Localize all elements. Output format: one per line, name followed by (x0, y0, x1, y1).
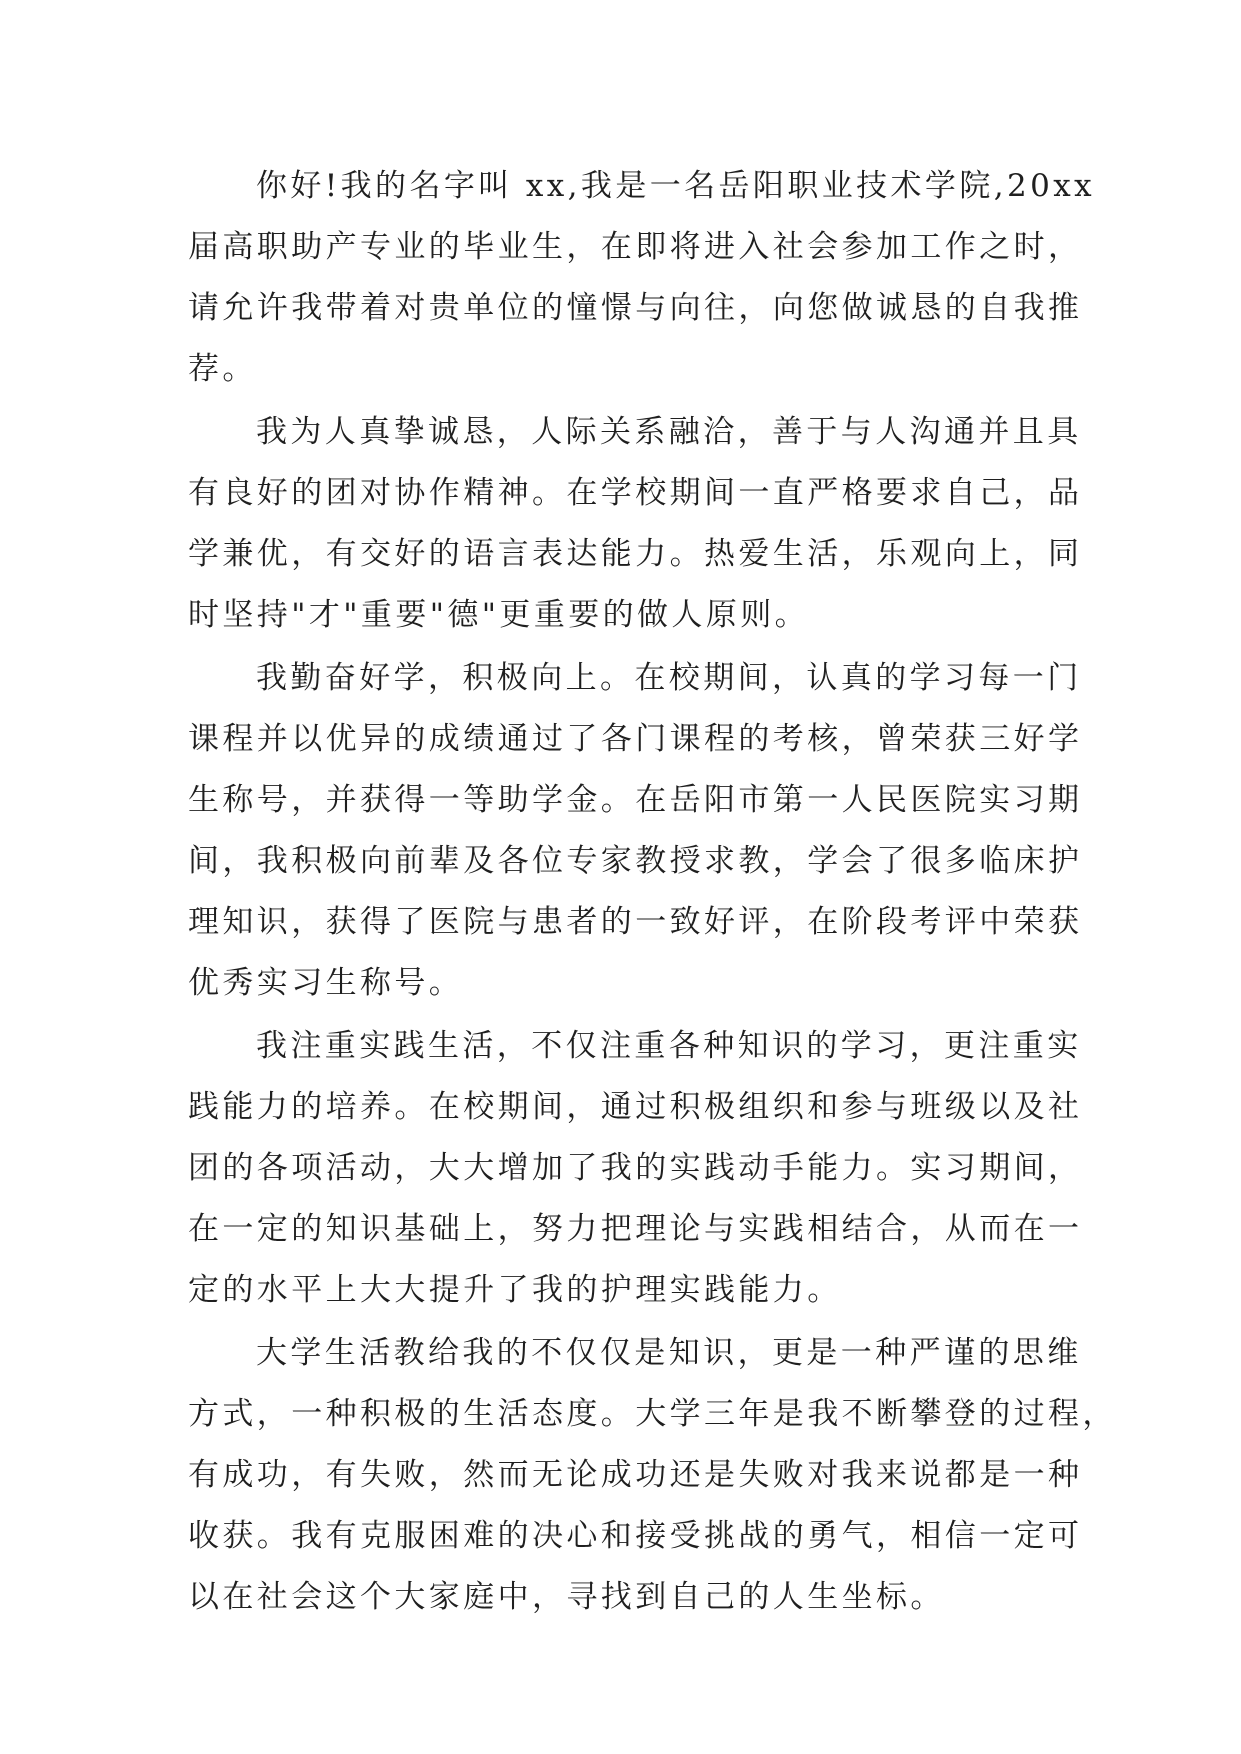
text-line: 理知识，获得了医院与患者的一致好评，在阶段考评中荣获 (188, 904, 1083, 940)
text-line: 学兼优，有交好的语言表达能力。热爱生活，乐观向上，同 (188, 536, 1083, 572)
text-line: 荐。 (188, 351, 257, 387)
text-line: 我为人真挚诚恳，人际关系融洽，善于与人沟通并且具 (256, 414, 1082, 450)
text-line: 优秀实习生称号。 (188, 965, 464, 1001)
text-line: 大学生活教给我的不仅仅是知识，更是一种严谨的思维 (256, 1335, 1082, 1371)
text-line: 课程并以优异的成绩通过了各门课程的考核，曾荣获三好学 (188, 721, 1083, 757)
paragraph-practice (188, 1016, 1083, 1321)
text-line: 时坚持"才"重要"德"更重要的做人原则。 (188, 597, 810, 633)
text-line: 生称号，并获得一等助学金。在岳阳市第一人民医院实习期 (188, 782, 1083, 818)
text-line: 定的水平上大大提升了我的护理实践能力。 (188, 1272, 842, 1308)
text-line: 在一定的知识基础上，努力把理论与实践相结合，从而在一 (188, 1211, 1083, 1247)
text-line: 间，我积极向前辈及各位专家教授求教，学会了很多临床护 (188, 843, 1083, 879)
text-line: 我勤奋好学，积极向上。在校期间，认真的学习每一门 (256, 660, 1082, 696)
text-line: 有成功，有失败，然而无论成功还是失败对我来说都是一种 (188, 1457, 1083, 1493)
paragraph-personality (188, 402, 1083, 646)
text-line: 请允许我带着对贵单位的憧憬与向往，向您做诚恳的自我推 (188, 290, 1083, 326)
paragraph-greeting (188, 156, 1095, 400)
text-line: 践能力的培养。在校期间，通过积极组织和参与班级以及社 (188, 1089, 1083, 1125)
text-line: 以在社会这个大家庭中，寻找到自己的人生坐标。 (188, 1579, 945, 1615)
text-line: 我注重实践生活，不仅注重各种知识的学习，更注重实 (256, 1028, 1082, 1064)
text-line: 有良好的团对协作精神。在学校期间一直严格要求自己，品 (188, 475, 1083, 511)
text-line: 团的各项活动，大大增加了我的实践动手能力。实习期间， (188, 1150, 1083, 1186)
letter-body (188, 156, 1117, 1630)
text-line: 届高职助产专业的毕业生，在即将进入社会参加工作之时， (188, 229, 1083, 265)
text-line: 方式，一种积极的生活态度。大学三年是我不断攀登的过程， (188, 1396, 1117, 1432)
text-line: 收获。我有克服困难的决心和接受挑战的勇气，相信一定可 (188, 1518, 1083, 1554)
text-line: 你好!我的名字叫 xx,我是一名岳阳职业技术学院,20xx (256, 168, 1095, 204)
paragraph-conclusion (188, 1323, 1117, 1628)
paragraph-study (188, 648, 1083, 1014)
